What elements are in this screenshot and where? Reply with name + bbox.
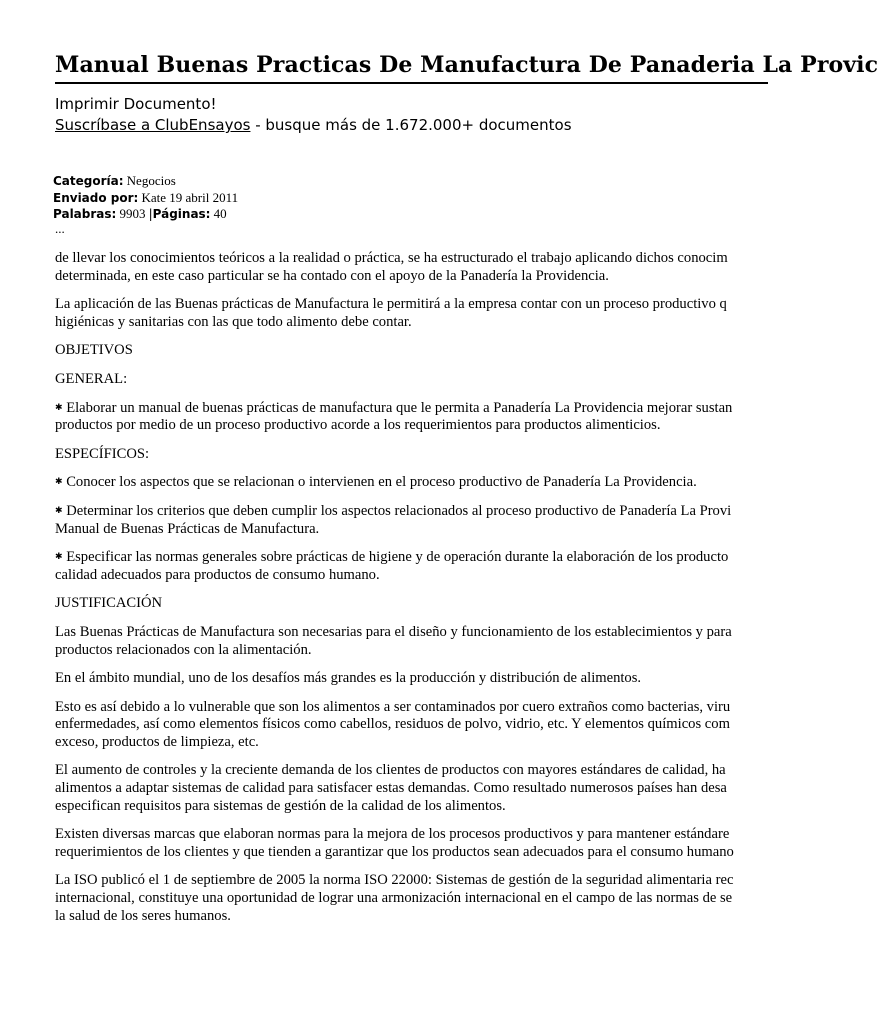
excerpt-ellipsis: ... — [55, 221, 65, 236]
paragraph-line: productos relacionados con la alimentación. — [55, 641, 312, 658]
paragraph-line: En el ámbito mundial, uno de los desafíos más grandes es la producción y distribución de alimentos. — [55, 670, 642, 687]
paragraph-line: alimentos a adaptar sistemas de calidad para satisfacer estas demandas. Como resultado numerosos países han desa — [55, 780, 727, 797]
body-paragraph — [55, 342, 768, 360]
paragraph-line: enfermedades, así como elementos físicos como cabellos, residuos de polvo, vidrio, etc. Y elementos químicos com — [55, 716, 730, 733]
pages-value: 40 — [213, 206, 227, 221]
category-value[interactable]: Negocios — [126, 173, 176, 188]
counts-row — [53, 206, 238, 223]
paragraph-line: Esto es así debido a lo vulnerable que son los alimentos a ser contaminados por cuero extraños como bacterias, viru — [55, 698, 731, 715]
page-title: Manual Buenas Practicas De Manufactura De Panaderia La Provic — [55, 52, 878, 78]
document-metadata — [53, 173, 238, 223]
sent-by-row — [53, 190, 238, 207]
paragraph-line: La aplicación de las Buenas prácticas de Manufactura le permitirá a la empresa contar con un proceso productivo q — [55, 296, 727, 313]
sent-by-label: Enviado por: — [53, 190, 139, 205]
body-paragraph — [55, 699, 768, 752]
paragraph-line: JUSTIFICACIÓN — [55, 595, 163, 612]
paragraph-line: calidad adecuados para productos de consumo humano. — [55, 566, 380, 583]
body-paragraph — [55, 250, 768, 285]
body-paragraph — [55, 595, 768, 613]
words-label: Palabras: — [53, 207, 117, 221]
paragraph-line: Existen diversas marcas que elaboran normas para la mejora de los procesos productivos y para mantener estándare — [55, 826, 730, 843]
bullet-paragraph — [55, 503, 768, 538]
document-body — [55, 250, 768, 936]
body-paragraph — [55, 371, 768, 389]
bullet-asterisk-icon: ✱ — [55, 402, 63, 413]
body-paragraph — [55, 762, 768, 815]
paragraph-line: especifican requisitos para sistemas de gestión de la calidad de los alimentos. — [55, 797, 506, 814]
paragraph-line: El aumento de controles y la creciente demanda de los clientes de productos con mayores estándares de calidad, ha — [55, 762, 726, 779]
paragraph-line: productos por medio de un proceso productivo acorde a los requerimientos para productos alimenticios. — [55, 417, 661, 434]
paragraph-line: La ISO publicó el 1 de septiembre de 2005 la norma ISO 22000: Sistemas de gestión de la seguridad alimentaria rec — [55, 872, 734, 889]
bullet-paragraph — [55, 474, 768, 492]
paragraph-line: Conocer los aspectos que se relacionan o intervienen en el proceso productivo de Panadería La Providencia. — [62, 474, 697, 491]
body-paragraph — [55, 872, 768, 925]
paragraph-line: higiénicas y sanitarias con las que todo alimento debe contar. — [55, 313, 412, 330]
paragraph-line: requerimientos de los clientes y que tienden a garantizar que los productos sean adecuados para el consumo humano — [55, 843, 734, 860]
body-paragraph — [55, 296, 768, 331]
paragraph-line: ESPECÍFICOS: — [55, 445, 150, 462]
paragraph-line: Manual de Buenas Prácticas de Manufactura. — [55, 520, 320, 537]
subscribe-link[interactable]: Suscríbase a ClubEnsayos — [55, 116, 251, 134]
body-paragraph — [55, 446, 768, 464]
bullet-asterisk-icon: ✱ — [55, 477, 63, 488]
print-document-link[interactable]: Imprimir Documento! — [55, 95, 217, 113]
paragraph-line: la salud de los seres humanos. — [55, 907, 231, 924]
paragraph-line: GENERAL: — [55, 370, 128, 387]
bullet-asterisk-icon: ✱ — [55, 552, 63, 563]
subscribe-description: - busque más de 1.672.000+ documentos — [250, 116, 572, 134]
bullet-paragraph — [55, 400, 768, 435]
paragraph-line: determinada, en este caso particular se ha contado con el apoyo de la Panadería la Providencia. — [55, 267, 609, 284]
paragraph-line: Elaborar un manual de buenas prácticas de manufactura que le permita a Panadería La Providencia mejorar sustan — [62, 399, 733, 416]
bullet-asterisk-icon: ✱ — [55, 505, 63, 516]
category-row — [53, 173, 238, 190]
sent-by-value: Kate 19 abril 2011 — [141, 189, 239, 205]
words-value: 9903 — [119, 206, 146, 221]
body-paragraph — [55, 670, 768, 688]
paragraph-line: de llevar los conocimientos teóricos a la realidad o práctica, se ha estructurado el trabajo aplicando dichos conocim — [55, 250, 728, 266]
body-paragraph — [55, 624, 768, 659]
subscribe-line — [55, 116, 572, 134]
paragraph-line: Las Buenas Prácticas de Manufactura son necesarias para el diseño y funcionamiento de los establecimientos y para — [55, 623, 732, 640]
paragraph-line: exceso, productos de limpieza, etc. — [55, 733, 259, 750]
category-label: Categoría: — [53, 174, 124, 188]
bullet-paragraph — [55, 549, 768, 584]
paragraph-line: OBJETIVOS — [55, 342, 133, 359]
title-underline — [55, 82, 768, 84]
paragraph-line: Especificar las normas generales sobre prácticas de higiene y de operación durante la elaboración de los producto — [62, 549, 729, 566]
body-paragraph — [55, 826, 768, 861]
paragraph-line: internacional, constituye una oportunidad de lograr una armonización internacional en el campo de las normas de se — [55, 890, 733, 907]
pages-label: Páginas: — [152, 207, 211, 221]
meta-separator: | — [148, 207, 153, 221]
paragraph-line: Determinar los criterios que deben cumplir los aspectos relacionados al proceso productivo de Panadería La Provi — [62, 502, 732, 519]
